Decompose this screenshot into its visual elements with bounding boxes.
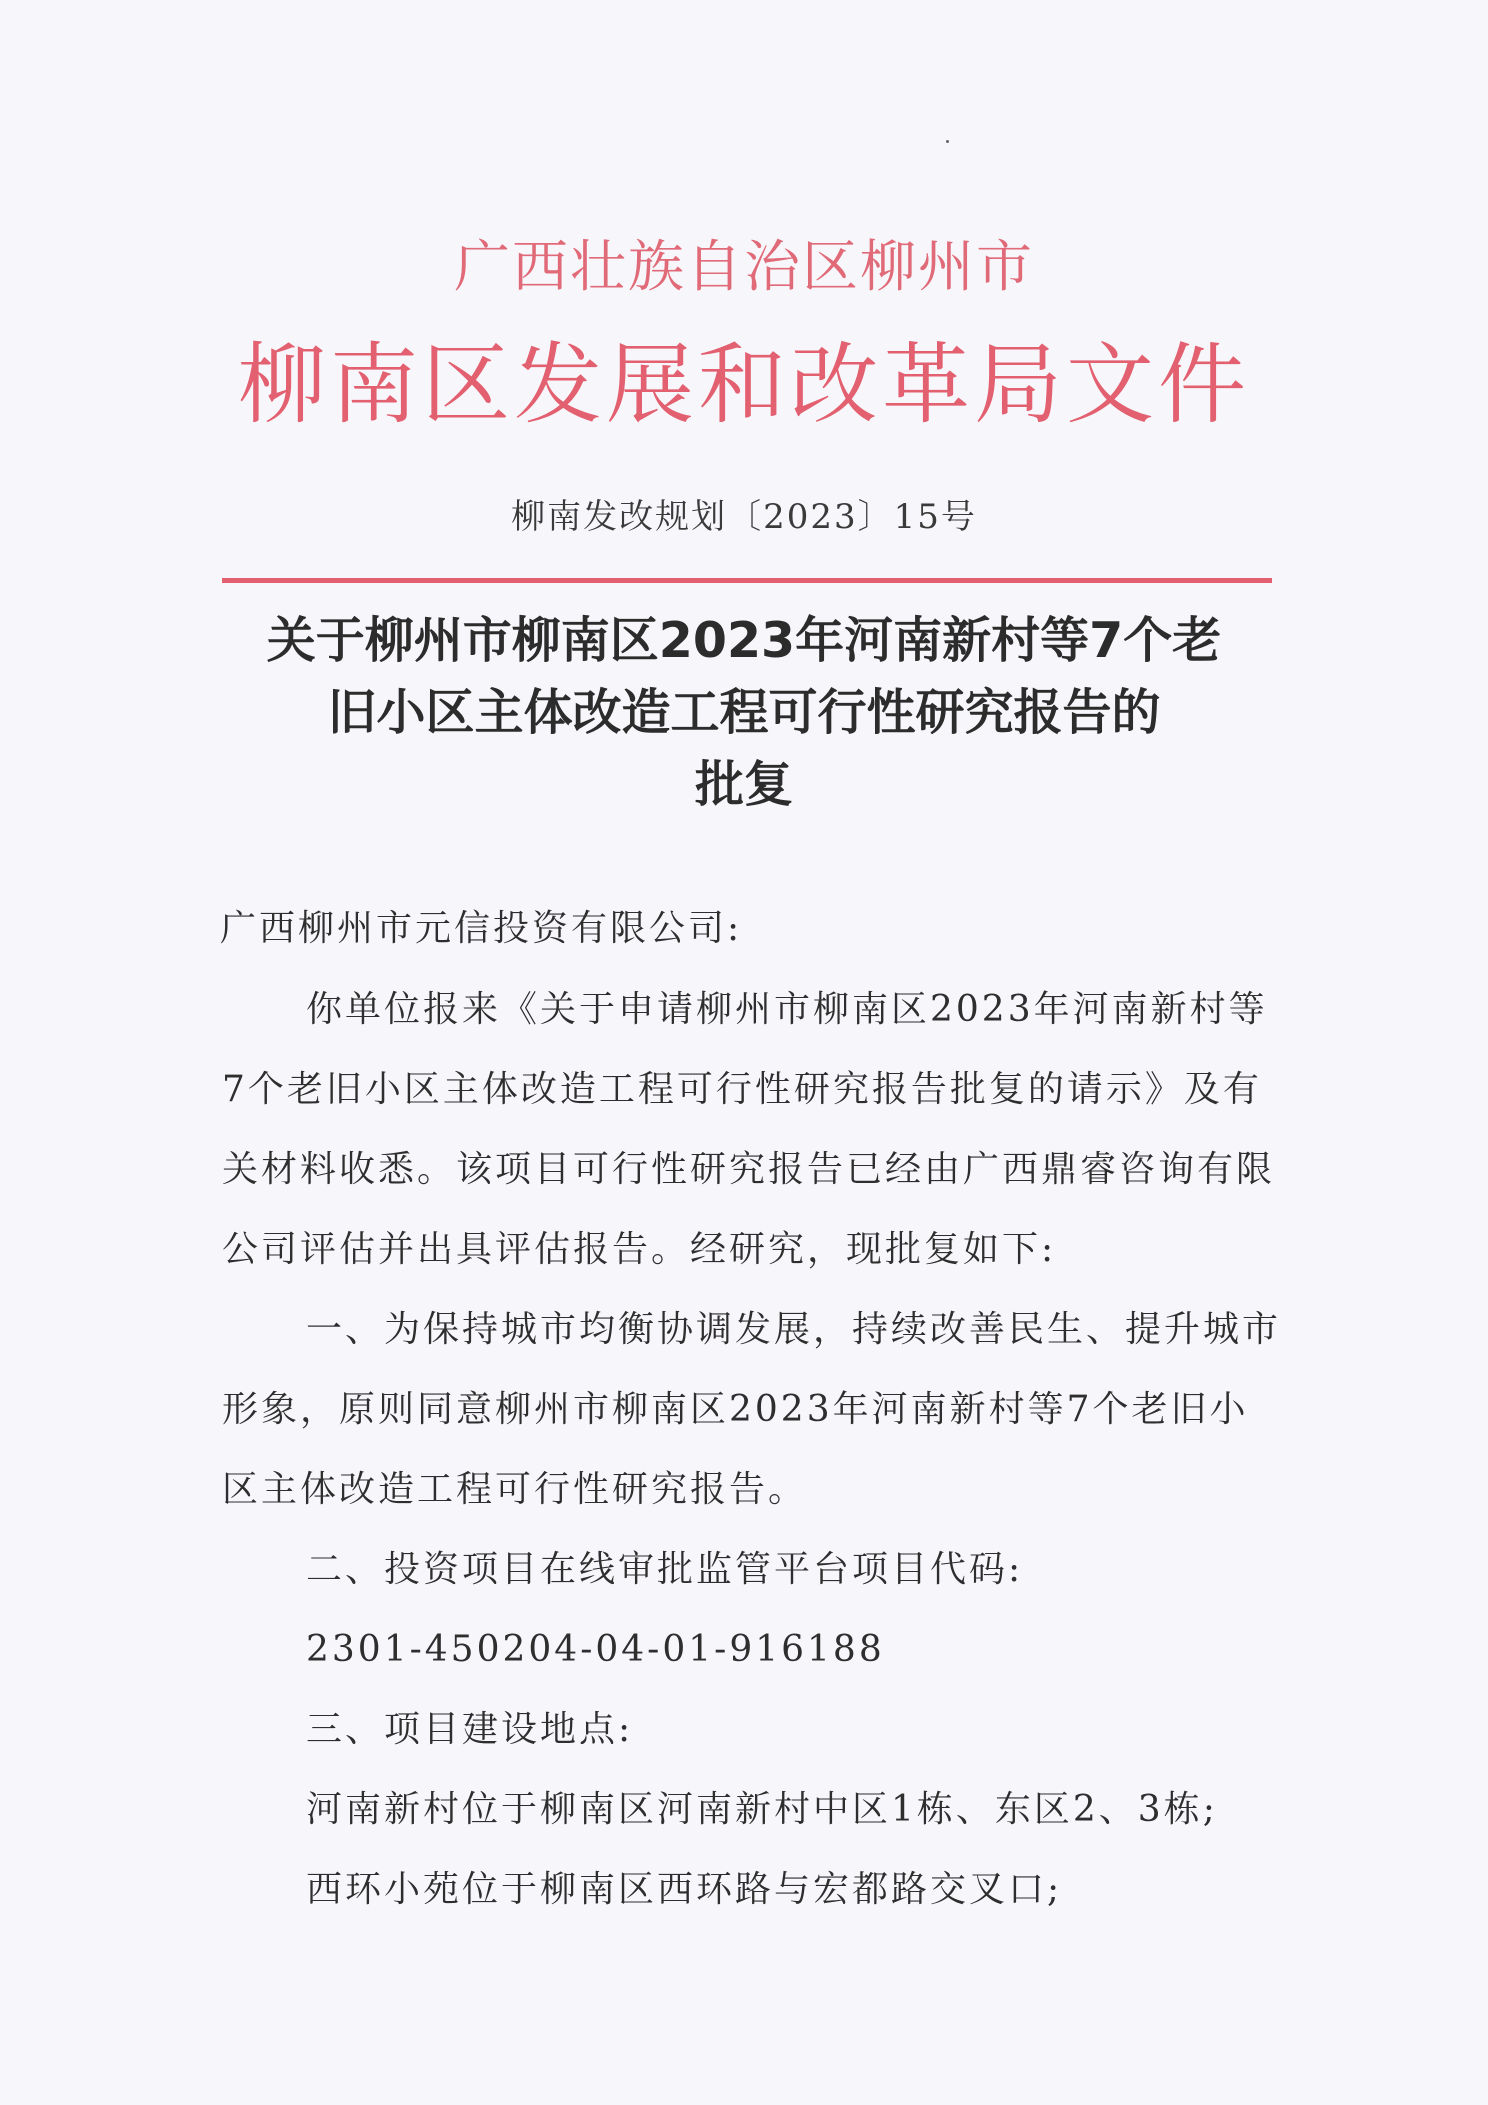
title-line-1: 关于柳州市柳南区2023年河南新村等7个老	[266, 612, 1222, 669]
project-code: 2301-450204-04-01-916188	[306, 1629, 885, 1670]
paragraph-3-line-1: 二、投资项目在线审批监管平台项目代码:	[306, 1549, 1024, 1590]
paragraph-1-line-4: 公司评估并出具评估报告。经研究，现批复如下:	[222, 1229, 1057, 1270]
document-number: 柳南发改规划〔2023〕15号	[511, 497, 977, 537]
issuer-region: 广西壮族自治区柳州市	[454, 235, 1034, 300]
paragraph-4-line-2: 河南新村位于柳南区河南新村中区1栋、东区2、3栋;	[306, 1789, 1218, 1830]
title-line-3: 批复	[694, 756, 793, 813]
red-divider	[222, 578, 1272, 583]
scan-speck	[946, 140, 949, 143]
paragraph-4-line-1: 三、项目建设地点:	[306, 1709, 634, 1750]
paragraph-1-line-2: 7个老旧小区主体改造工程可行性研究报告批复的请示》及有	[222, 1069, 1262, 1110]
paragraph-1-line-1: 你单位报来《关于申请柳州市柳南区2023年河南新村等	[306, 989, 1268, 1030]
paragraph-2-line-1: 一、为保持城市均衡协调发展，持续改善民生、提升城市	[306, 1309, 1282, 1350]
addressee: 广西柳州市元信投资有限公司:	[220, 908, 743, 949]
paragraph-2-line-2: 形象，原则同意柳州市柳南区2023年河南新村等7个老旧小	[222, 1389, 1249, 1430]
document-title	[200, 605, 1288, 821]
paragraph-4-line-3: 西环小苑位于柳南区西环路与宏都路交叉口;	[306, 1869, 1063, 1910]
paragraph-2-line-3: 区主体改造工程可行性研究报告。	[222, 1469, 808, 1510]
title-line-2: 旧小区主体改造工程可行性研究报告的	[327, 684, 1161, 741]
paragraph-1-line-3: 关材料收悉。该项目可行性研究报告已经由广西鼎睿咨询有限	[222, 1149, 1276, 1190]
issuer-title: 柳南区发展和改革局文件	[237, 333, 1250, 436]
